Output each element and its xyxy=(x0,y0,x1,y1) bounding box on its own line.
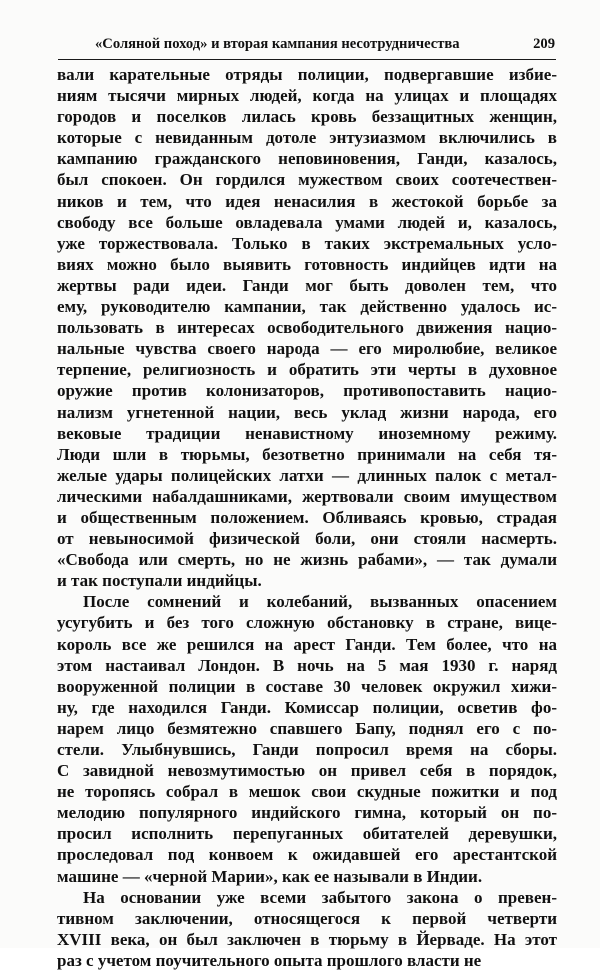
text-line: терпение, религиозность и обратить эти черты в духовное xyxy=(57,360,557,380)
text-line: нарем лицо безмятежно спавшего Бапу, поднял его с по- xyxy=(57,718,557,738)
text-line: лическими набалдашниками, жертвовали своим имуществом xyxy=(57,486,557,506)
text-line: и так поступали индийцы. xyxy=(57,571,262,591)
text-line: от невыносимой физической боли, они стояли насмерть. xyxy=(57,529,557,549)
text-line: просил исполнить перепуганных обитателей деревушки, xyxy=(57,824,557,844)
text-line: король все же решился на арест Ганди. Тем более, что на xyxy=(57,634,557,654)
text-line: был спокоен. Он гордился мужеством своих соотечествен- xyxy=(57,170,557,190)
text-line: После сомнений и колебаний, вызванных опасением xyxy=(83,592,557,612)
text-line: виях можно было выявить готовность индийцев идти на xyxy=(57,254,557,274)
text-line: вековые традиции ненавистному иноземному режиму. xyxy=(57,423,557,443)
text-line: свободу все больше овладевала умами людей и, казалось, xyxy=(57,212,557,232)
text-line: нализм угнетенной нации, весь уклад жизни народа, его xyxy=(57,402,557,422)
text-line: раз с учетом поучительного опыта прошлого власти не xyxy=(57,950,482,970)
text-line: и общественным положением. Обливаясь кровью, страдая xyxy=(57,507,557,527)
text-line: городов и поселков лилась кровь беззащитных женщин, xyxy=(57,107,557,127)
paragraph-3 xyxy=(57,887,557,971)
page-number: 209 xyxy=(533,36,555,52)
text-line: С завидной невозмутимостью он привел себя в порядок, xyxy=(57,761,557,781)
text-line: кампанию гражданского неповиновения, Ганди, казалось, xyxy=(57,149,557,169)
text-line: не торопясь собрал в мешок свои скудные пожитки и под xyxy=(57,782,557,802)
text-line: ну, где находился Ганди. Комиссар полиции, осветив фо- xyxy=(57,697,557,717)
text-line: которые с невиданным дотоле энтузиазмом включились в xyxy=(57,128,557,148)
text-line: вали карательные отряды полиции, подвергавшие избие- xyxy=(57,65,557,84)
running-title: «Соляной поход» и вторая кампания несотрудничества xyxy=(95,36,460,52)
text-line: XVIII века, он был заключен в тюрьму в Йерваде. На этот xyxy=(57,929,557,949)
running-head xyxy=(95,34,555,54)
text-line: жертвы ради идеи. Ганди мог быть доволен тем, что xyxy=(57,275,557,295)
paragraph-2 xyxy=(57,591,557,886)
text-line: проследовал под конвоем к ожидавшей его арестантской xyxy=(57,845,557,865)
body-text xyxy=(57,64,557,971)
text-line: машине — «черной Марии», как ее называли в Индии. xyxy=(57,866,483,886)
text-line: ниям тысячи мирных людей, когда на улицах и площадях xyxy=(57,86,557,106)
paragraph-1 xyxy=(57,64,557,591)
text-line: ников и тем, что идея ненасилия в жестокой борьбе за xyxy=(57,191,557,211)
header-rule xyxy=(58,59,556,60)
text-line: На основании уже всеми забытого закона о превен- xyxy=(83,887,557,907)
text-line: тивном заключении, относящегося к первой четверти xyxy=(57,908,557,928)
text-line: «Свобода или смерть, но не жизнь рабами», — так думали xyxy=(57,550,557,570)
text-line: этом настаивал Лондон. В ночь на 5 мая 1930 г. наряд xyxy=(57,655,557,675)
text-line: нальные чувства своего народа — его миролюбие, великое xyxy=(57,339,557,359)
text-line: оружие против колонизаторов, противопоставить нацио- xyxy=(57,381,557,401)
text-line: Люди шли в тюрьмы, безответно принимали на себя тя- xyxy=(57,444,557,464)
text-line: уже торжествовала. Только в таких экстремальных усло- xyxy=(57,233,557,253)
text-line: усугубить и без того сложную обстановку в стране, вице- xyxy=(57,613,557,633)
text-line: желые удары полицейских латхи — длинных палок с метал- xyxy=(57,465,557,485)
text-line: стели. Улыбнувшись, Ганди попросил время на сборы. xyxy=(57,740,557,759)
text-line: вооруженной полиции в составе 30 человек окружил хижи- xyxy=(57,676,557,696)
text-line: мелодию популярного индийского гимна, который он по- xyxy=(57,803,557,823)
text-line: ему, руководителю кампании, так действенно удалось ис- xyxy=(57,297,557,317)
text-line: пользовать в интересах освободительного движения нацио- xyxy=(57,318,557,338)
